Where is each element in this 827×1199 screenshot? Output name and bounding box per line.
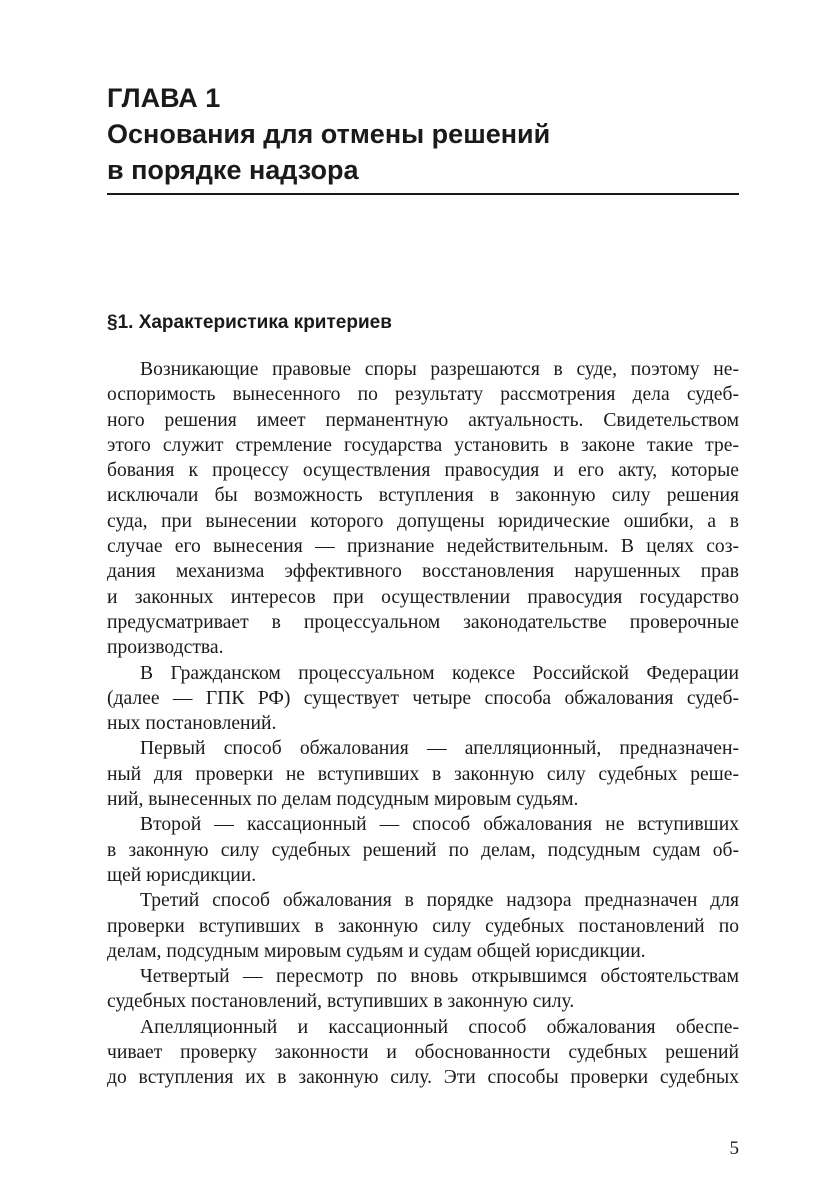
paragraph-7 <box>107 1015 739 1091</box>
text-line: оспоримость вынесенного по результату рассмотрения дела судеб- <box>107 384 739 406</box>
page-number: 5 <box>729 1138 739 1159</box>
text-line: дания механизма эффективного восстановления нарушенных прав <box>107 561 739 583</box>
text-line: Первый способ обжалования — апелляционный, предназначен- <box>140 738 739 760</box>
text-line: в законную силу судебных решений по делам, подсудным судам об- <box>107 839 739 861</box>
chapter-number: ГЛАВА 1 <box>107 83 221 113</box>
paragraph-2 <box>107 661 739 737</box>
text-line: (далее — ГПК РФ) существует четыре способа обжалования судеб- <box>107 687 739 709</box>
text-line: Второй — кассационный — способ обжалования не вступивших <box>140 814 739 836</box>
text-line: ний, вынесенных по делам подсудным мировым судьям. <box>107 789 579 811</box>
text-line: проверки вступивших в законную силу судебных постановлений по <box>107 915 739 937</box>
text-line: щей юрисдикции. <box>107 864 257 886</box>
chapter-title-line-1: Основания для отмены решений <box>107 119 551 149</box>
text-line: суда, при вынесении которого допущены юридические ошибки, а в <box>107 510 739 532</box>
text-line: бования к процессу осуществления правосудия и его акту, которые <box>107 460 739 482</box>
text-line: Третий способ обжалования в порядке надзора предназначен для <box>140 890 739 912</box>
section-heading: §1. Характеристика критериев <box>107 312 392 333</box>
chapter-title <box>107 80 739 188</box>
text-line: судебных постановлений, вступивших в законную силу. <box>107 991 575 1013</box>
paragraph-3 <box>107 736 739 812</box>
paragraph-6 <box>107 964 739 1015</box>
text-line: случае его вынесения — признание недействительным. В целях соз- <box>107 536 739 558</box>
text-line: Возникающие правовые споры разрешаются в суде, поэтому не- <box>140 359 739 380</box>
text-line: до вступления их в законную силу. Эти способы проверки судебных <box>107 1067 739 1089</box>
text-line: ных постановлений. <box>107 713 277 735</box>
text-line: Апелляционный и кассационный способ обжалования обеспе- <box>140 1016 739 1038</box>
paragraph-5 <box>107 888 739 964</box>
text-line: Четвертый — пересмотр по вновь открывшимся обстоятельствам <box>140 966 739 988</box>
chapter-title-line-2: в порядке надзора <box>107 155 359 185</box>
body-text <box>107 357 739 1091</box>
text-line: ного решения имеет перманентную актуальность. Свидетельством <box>107 409 739 431</box>
text-line: исключали бы возможность вступления в законную силу решения <box>107 485 739 507</box>
paragraph-4 <box>107 812 739 888</box>
text-line: этого служит стремление государства установить в законе такие тре- <box>107 434 739 456</box>
paragraph-1 <box>107 357 739 661</box>
text-line: В Гражданском процессуальном кодексе Российской Федерации <box>140 662 739 684</box>
text-line: производства. <box>107 637 224 659</box>
text-line: делам, подсудным мировым судьям и судам общей юрисдикции. <box>107 940 646 962</box>
text-line: и законных интересов при осуществлении правосудия государство <box>107 586 739 608</box>
chapter-divider <box>107 193 739 195</box>
text-line: чивает проверку законности и обоснованности судебных решений <box>107 1042 739 1064</box>
text-line: ный для проверки не вступивших в законную силу судебных реше- <box>107 763 739 785</box>
text-line: предусматривает в процессуальном законодательстве проверочные <box>107 611 739 633</box>
